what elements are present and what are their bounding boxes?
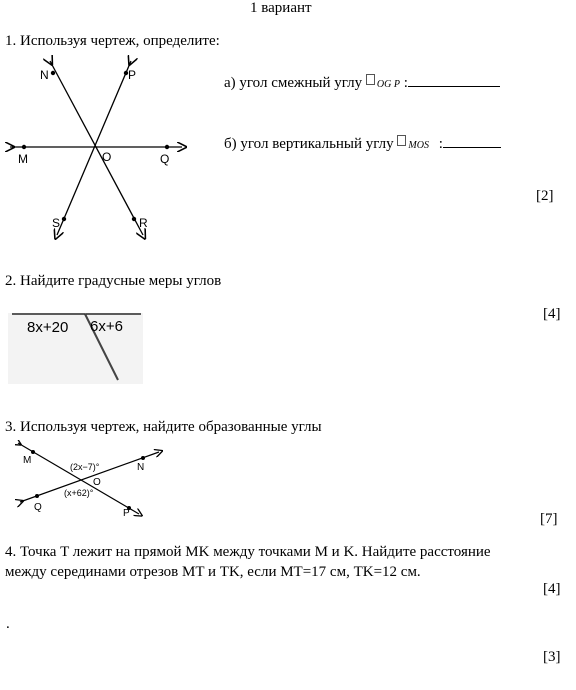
task1-score: [2] [536,188,554,204]
angle-symbol-icon [397,135,406,146]
left-angle-expression: 8x+20 [27,319,69,336]
task1-part-a [224,72,500,92]
line-nr [50,61,143,235]
label-q: Q [34,502,42,513]
stray-dot: . [6,616,10,632]
label-m: M [23,455,32,466]
task4-score: [4] [543,581,561,597]
task2-heading: 2. Найдите градусные меры углов [5,273,222,289]
task4-line2: между серединами отрезов MT и TK, если MT=17 см, TK=12 см. [5,564,421,580]
line-ps [57,61,131,235]
task2-figure [8,306,143,384]
point-r [132,217,136,221]
part-b-text: б) угол вертикальный углу [224,136,394,152]
point-m [31,450,35,454]
label-o: O [102,150,112,164]
point-n [141,456,145,460]
angle-symbol-icon [366,74,375,85]
label-q: Q [160,152,170,166]
part-b-angle: MOS [408,140,429,151]
point-s [62,217,66,221]
answer-blank-a[interactable] [408,72,500,87]
right-angle-expression: 6x+6 [90,318,123,335]
point-n [51,71,55,75]
variant-title: 1 вариант [250,0,312,16]
label-o: O [93,477,101,488]
task1-part-b [224,133,501,153]
label-p: P [123,508,130,519]
angle-top-expression: (2x−7)° [70,462,100,472]
part-a-colon: : [403,75,408,91]
part-a-angle: OG P [376,79,400,90]
task2-score: [4] [543,306,561,322]
label-n: N [137,462,145,473]
angle-bottom-expression: (x+62)° [64,488,94,498]
point-m [22,145,26,149]
part-a-text: а) угол смежный углу [224,75,363,91]
task3-figure [15,440,165,520]
task1-heading: 1. Используя чертеж, определите: [5,33,220,49]
label-m: M [18,152,28,166]
task3-score: [7] [540,511,558,527]
label-r: R [139,216,148,230]
point-q [35,494,39,498]
task4-line1: 4. Точка T лежит на прямой MK между точками M и K. Найдите расстояние [5,544,491,560]
label-n: N [40,68,49,82]
answer-blank-b[interactable] [443,133,501,148]
point-q [165,145,169,149]
part-b-colon: : [438,136,443,152]
label-s: S [52,216,61,230]
final-score: [3] [543,649,561,665]
task3-heading: 3. Используя чертеж, найдите образованные углы [5,419,322,435]
label-p: P [128,68,137,82]
task1-figure [0,55,200,245]
